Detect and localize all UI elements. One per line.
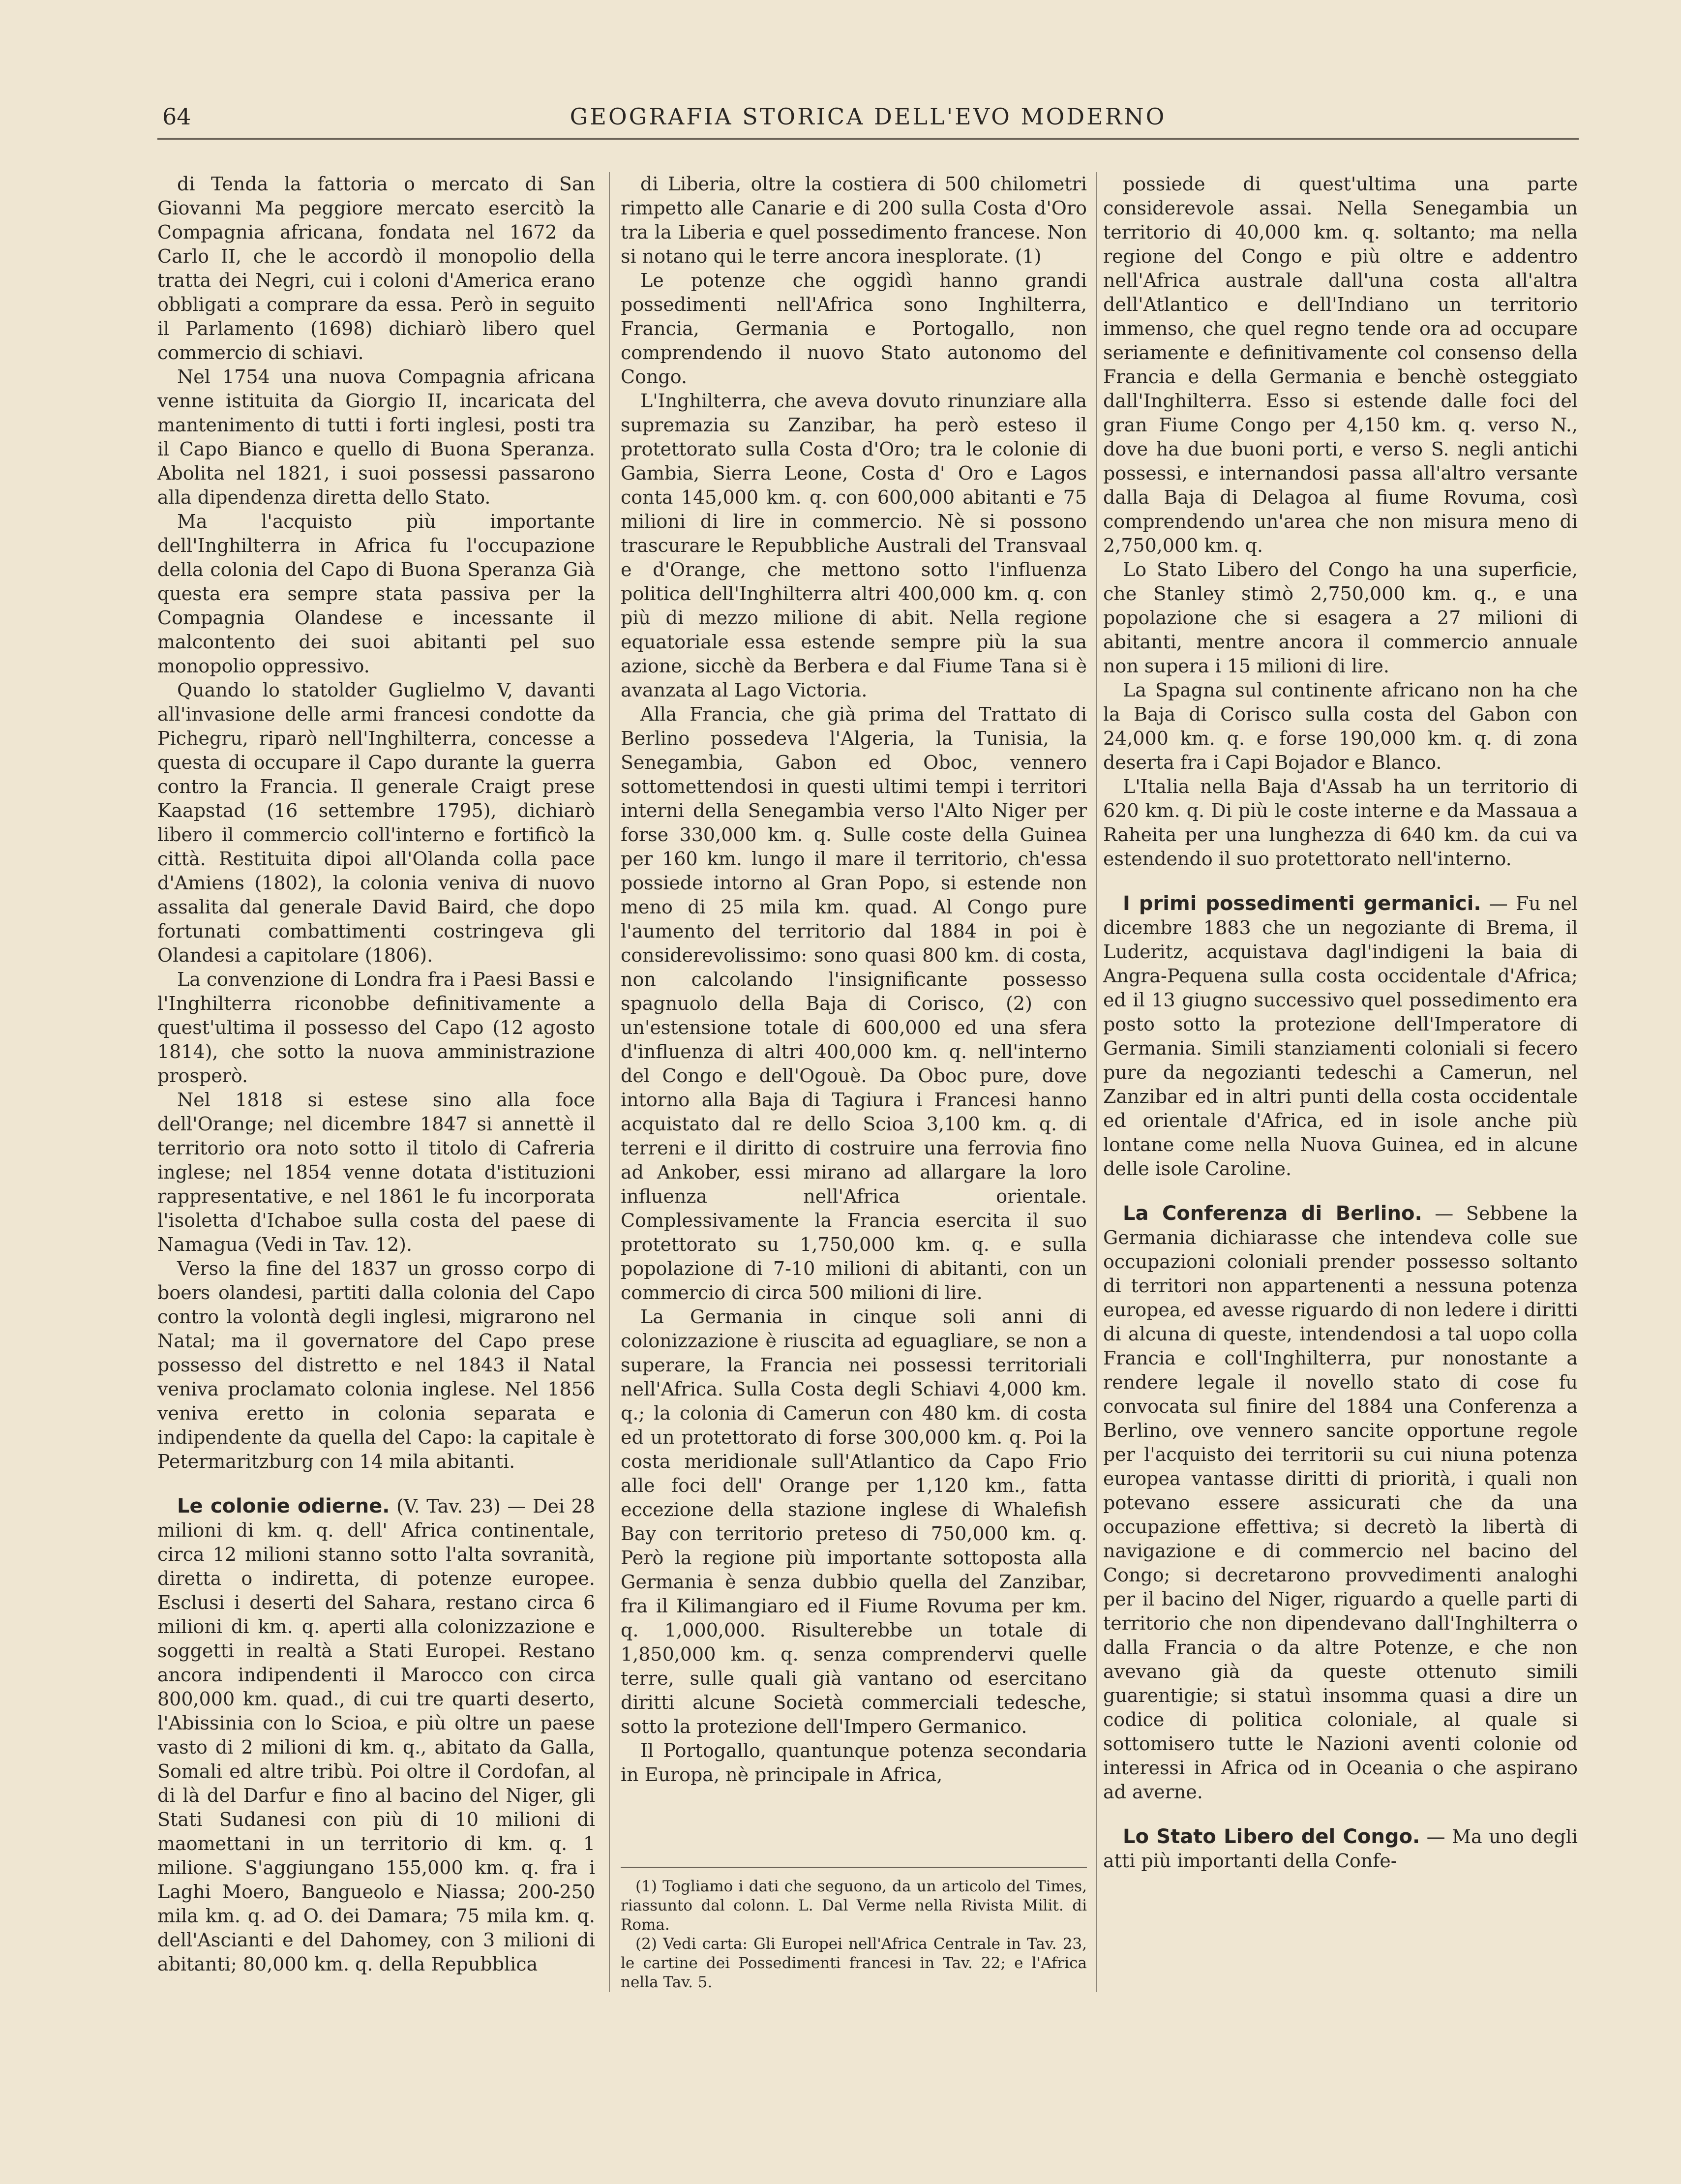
paragraph: Verso la fine del 1837 un grosso corpo di boers olandesi, partiti dalla colonia del Capo contro la volontà degli inglesi, migrarono nel Natal; ma il governatore del Capo prese possesso del distretto e nel 1843 il Natal veniva proclamato colonia inglese. Nel 1856 veniva eretto in colonia separata e indipendente da quella del Capo: la capitale è Petermaritzburg con 14 mila abitanti. [157, 1258, 595, 1472]
paragraph: Ma l'acquisto più importante dell'Inghilterra in Africa fu l'occupazione della colonia del Capo di Buona Speranza Già questa era sempre stata passiva per la Compagnia Olandese e incessante il malcontento dei suoi abitanti pel suo monopolio oppressivo. [157, 511, 595, 677]
section-title: Lo Stato Libero del Congo. [1123, 1825, 1420, 1848]
section-title: I primi possedimenti germanici. [1123, 892, 1481, 915]
section-paragraph [1103, 892, 1578, 1181]
footnote: (2) Vedi carta: Gli Europei nell'Africa Centrale in Tav. 23, le cartine dei Possedimenti francesi in Tav. 22; e l'Africa nella Tav. 5. [621, 1935, 1087, 1991]
section-paragraph [1103, 1825, 1578, 1873]
section-text: Dei 28 milioni di km. q. dell' Africa continentale, circa 12 milioni stanno sotto l'alta sovranità, diretta o indiretta, di potenze europee. Esclusi i deserti del Sahara, restano circa 6 milioni di km. q. aperti alla colonizzazione e soggetti in realtà a Stati Europei. Restano ancora indipendenti il Marocco con circa 800,000 km. quad., di cui tre quarti deserto, l'Abissinia con lo Scioa, e più oltre un paese vasto di 2 milioni di km. q., abitato da Galla, Somali ed altre tribù. Poi oltre il Cordofan, al di là del Darfur e fino al bacino del Niger, gli Stati Sudanesi con più di 10 milioni di maomettani in un territorio di km. q. 1 milione. S'aggiungano 155,000 km. q. fra i Laghi Moero, Bangueolo e Niassa; 200-250 mila km. q. ad O. dei Damara; 75 mila km. q. dell'Ascianti e del Dahomey, con 3 milioni di abitanti; 80,000 km. q. della Repubblica [157, 1495, 595, 1975]
footnotes [621, 1867, 1087, 1992]
paragraph: L'Inghilterra, che aveva dovuto rinunziare alla supremazia su Zanzibar, ha però esteso il protettorato sulla Costa d'Oro; tra le colonie di Gambia, Sierra Leone, Costa d' Oro e Lagos conta 145,000 km. q. con 600,000 abitanti e 75 milioni di lire in commercio. Nè si possono trascurare le Repubbliche Australi del Transvaal e d'Orange, che mettono sotto l'influenza politica dell'Inghilterra altri 400,000 km. q. con più di mezzo milione di abit. Nella regione equatoriale essa estende sempre più la sua azione, sicchè da Berbera e dal Fiume Tana si è avanzata al Lago Victoria. [621, 390, 1087, 701]
paragraph: La convenzione di Londra fra i Paesi Bassi e l'Inghilterra riconobbe definitivamente a quest'ultima il possesso del Capo (12 agosto 1814), che sotto la nuova amministrazione prosperò. [157, 969, 595, 1087]
paragraph: Nel 1754 una nuova Compagnia africana venne istituita da Giorgio II, incaricata del mantenimento di tutti i forti inglesi, posti tra il Capo Bianco e quello di Buona Speranza. Abolita nel 1821, i suoi possessi passarono alla dipendenza diretta dello Stato. [157, 366, 595, 508]
paragraph: La Germania in cinque soli anni di colonizzazione è riuscita ad eguagliare, se non a superare, la Francia nei possessi territoriali nell'Africa. Sulla Costa degli Schiavi 4,000 km. q.; la colonia di Camerun con 480 km. di costa ed un protettorato di forse 300,000 km. q. Poi la costa meridionale sull'Atlantico da Capo Frio alle foci dell' Orange per 1,120 km., fatta eccezione della stazione inglese di Whalefish Bay con territorio preteso di 750,000 km. q. Però la regione più importante sottoposta alla Germania è senza dubbio quella del Zanzibar, fra il Kilimangiaro ed il Fiume Rovuma per km. q. 1,000,000. Risulterebbe un totale di 1,850,000 km. q. senza comprendervi quelle terre, sulle quali già vantano od esercitano diritti alcune Società commerciali tedesche, sotto la protezione dell'Impero Germanico. [621, 1306, 1087, 1737]
paragraph: Nel 1818 si estese sino alla foce dell'Orange; nel dicembre 1847 si annettè il territorio ora noto sotto il titolo di Cafreria inglese; nel 1854 venne dotata d'istituzioni rappresentative, e nel 1861 le fu incorporata l'isoletta d'Ichaboe sulla costa del paese di Namagua (Vedi in Tav. 12). [157, 1089, 595, 1255]
paragraph: di Liberia, oltre la costiera di 500 chilometri rimpetto alle Canarie e di 200 sulla Costa d'Oro tra la Liberia e quel possedimento francese. Non si notano qui le terre ancora inesplorate. (1) [621, 173, 1087, 267]
column-divider-2 [1096, 172, 1097, 1992]
paragraph: Le potenze che oggidì hanno grandi possedimenti nell'Africa sono Inghilterra, Francia, Germania e Portogallo, non comprendendo il nuovo Stato autonomo del Congo. [621, 270, 1087, 388]
page-number: 64 [162, 103, 191, 130]
column-divider-1 [609, 172, 610, 1992]
paragraph: Alla Francia, che già prima del Trattato di Berlino possedeva l'Algeria, la Tunisia, la Senegambia, Gabon ed Oboc, vennero sottomettendosi in questi ultimi tempi i territori interni della Senegambia verso l'Alto Niger per forse 330,000 km. q. Sulle coste della Guinea per 160 km. lungo il mare il territorio, ch'essa possiede intorno al Gran Popo, si estende non meno di 25 mila km. quad. Al Congo pure l'aumento del territorio dal 1884 in poi è considerevolissimo: sono quasi 800 km. di costa, non calcolando l'insignificante possesso spagnuolo della Baja di Corisco, (2) con un'estensione totale di 600,000 ed una sfera d'influenza di altri 400,000 km. q. nell'interno del Congo e dell'Ogouè. Da Oboc pure, dove intorno alla Baja di Tagiura i Francesi hanno acquistato dal re dello Scioa 3,100 km. q. di terreni e il diritto di costruire una ferrovia fino ad Ankober, essi mirano ad allargare la loro influenza nell'Africa orientale. Complessivamente la Francia esercita il suo protettorato su 1,750,000 km. q. e sulla popolazione di 7-10 milioni di abitanti, con un commercio di circa 500 milioni di lire. [621, 703, 1087, 1304]
section-title: La Conferenza di Berlino. [1123, 1202, 1422, 1225]
paragraph: possiede di quest'ultima una parte considerevole assai. Nella Senegambia un territorio di 40,000 km. q. soltanto; ma nella regione del Congo e più oltre e addentro nell'Africa australe dall'una costa all'altra dell'Atlantico e dell'Indiano un territorio immenso, che quel regno tende ora ad occupare seriamente e definitivamente col consenso della Francia e della Germania e benchè osteggiato dall'Inghilterra. Esso si estende dalle foci del gran Fiume Congo per 4,150 km. q. verso N., dove ha due buoni porti, e verso S. negli antichi possessi, e internandosi passa all'altro versante dalla Baja di Delagoa al fiume Rovuma, così comprendendo un'area che non misura meno di 2,750,000 km. q. [1103, 173, 1578, 556]
footnote: (1) Togliamo i dati che seguono, da un articolo del Times, riassunto dal colonn. L. Dal Verme nella Rivista Milit. di Roma. [621, 1878, 1087, 1934]
paragraph: L'Italia nella Baja d'Assab ha un territorio di 620 km. q. Di più le coste interne e da Massaua a Raheita per una lunghezza di 640 km. da cui va estendendo il suo protettorato nell'interno. [1103, 776, 1578, 870]
section-paragraph [1103, 1202, 1578, 1804]
section-gap [1103, 871, 1578, 892]
section-gap [157, 1474, 595, 1494]
paragraph: Lo Stato Libero del Congo ha una superficie, che Stanley stimò 2,750,000 km. q., e una popolazione che si esagera a 27 milioni di abitanti, mentre ancora il commercio annuale non supera i 15 milioni di lire. [1103, 559, 1578, 677]
text-column-1 [157, 172, 595, 1976]
running-title: GEOGRAFIA STORICA DELL'EVO MODERNO [570, 103, 1167, 130]
section-title: Le colonie odierne. [177, 1495, 390, 1517]
section-text: — Ma uno degli atti più importanti della Confe- [1103, 1826, 1578, 1872]
section-gap [1103, 1804, 1578, 1825]
paragraph: La Spagna sul continente africano non ha che la Baja di Corisco sulla costa del Gabon con 24,000 km. q. e forse 190,000 km. q. di zona deserta fra i Capi Bojador e Blanco. [1103, 679, 1578, 773]
section-lead: (V. Tav. 23) — [396, 1495, 526, 1517]
text-column-3 [1103, 172, 1578, 1873]
page-header [157, 98, 1579, 140]
section-text: — Fu nel dicembre 1883 che un negoziante di Brema, il Luderitz, acquistava dagl'indigeni la baia di Angra-Pequena sulla costa occidentale d'Africa; ed il 13 giugno successivo quel possedimento era posto sotto la protezione dell'Imperatore di Germania. Simili stanziamenti coloniali si fecero pure da negozianti tedeschi a Camerun, nel Zanzibar ed in altri punti della costa occidentale ed orientale d'Africa, ed in isole anche più lontane come nella Nuova Guinea, ed in alcune delle isole Caroline. [1103, 893, 1578, 1180]
section-paragraph [157, 1494, 595, 1976]
section-text: — Sebbene la Germania dichiarasse che intendeva colle sue occupazioni coloniali prender possesso soltanto di territori non appartenenti a nessuna potenza europea, ed avesse riguardo di non ledere i diritti di alcuna di queste, intendendosi a tal uopo colla Francia e coll'Inghilterra, pur nonostante a rendere legale il novello stato di cose fu convocata sul finire del 1884 una Conferenza a Berlino, ove vennero sancite opportune regole per l'acquisto dei territorii su cui niuna potenza europea vantasse diritti di priorità, i quali non potevano essere assicurati che da una occupazione effettiva; si decretò la libertà di navigazione e di commercio nel bacino del Congo; si decretarono provvedimenti analoghi per il bacino del Niger, riguardo a quelle parti di territorio che non dipendevano dall'Inghilterra o dalla Francia o da altre Potenze, e che non avevano già da queste ottenuto simili guarentigie; si statuì insomma quasi a dire un codice di politica coloniale, al quale si sottomisero tutte le Nazioni aventi colonie od interessi in Africa od in Oceania o che aspirano ad averne. [1103, 1203, 1578, 1803]
paragraph: Quando lo statolder Guglielmo V, davanti all'invasione delle armi francesi condotte da Pichegru, riparò nell'Inghilterra, concesse a questa di occupare il Capo durante la guerra contro la Francia. Il generale Craigt prese Kaapstad (16 settembre 1795), dichiarò libero il commercio coll'interno e fortificò la città. Restituita dipoi all'Olanda colla pace d'Amiens (1802), la colonia veniva di nuovo assalita dal generale David Baird, che dopo fortunati combattimenti costringeva gli Olandesi a capitolare (1806). [157, 679, 595, 966]
section-gap [1103, 1181, 1578, 1202]
text-column-2 [621, 172, 1087, 1992]
paragraph: Il Portogallo, quantunque potenza secondaria in Europa, nè principale in Africa, [621, 1740, 1087, 1786]
paragraph: di Tenda la fattoria o mercato di San Giovanni Ma peggiore mercato esercitò la Compagnia africana, fondata nel 1672 da Carlo II, che le accordò il monopolio della tratta dei Negri, cui i coloni d'America erano obbligati a comprare da essa. Però in seguito il Parlamento (1698) dichiarò libero quel commercio di schiavi. [157, 173, 595, 364]
